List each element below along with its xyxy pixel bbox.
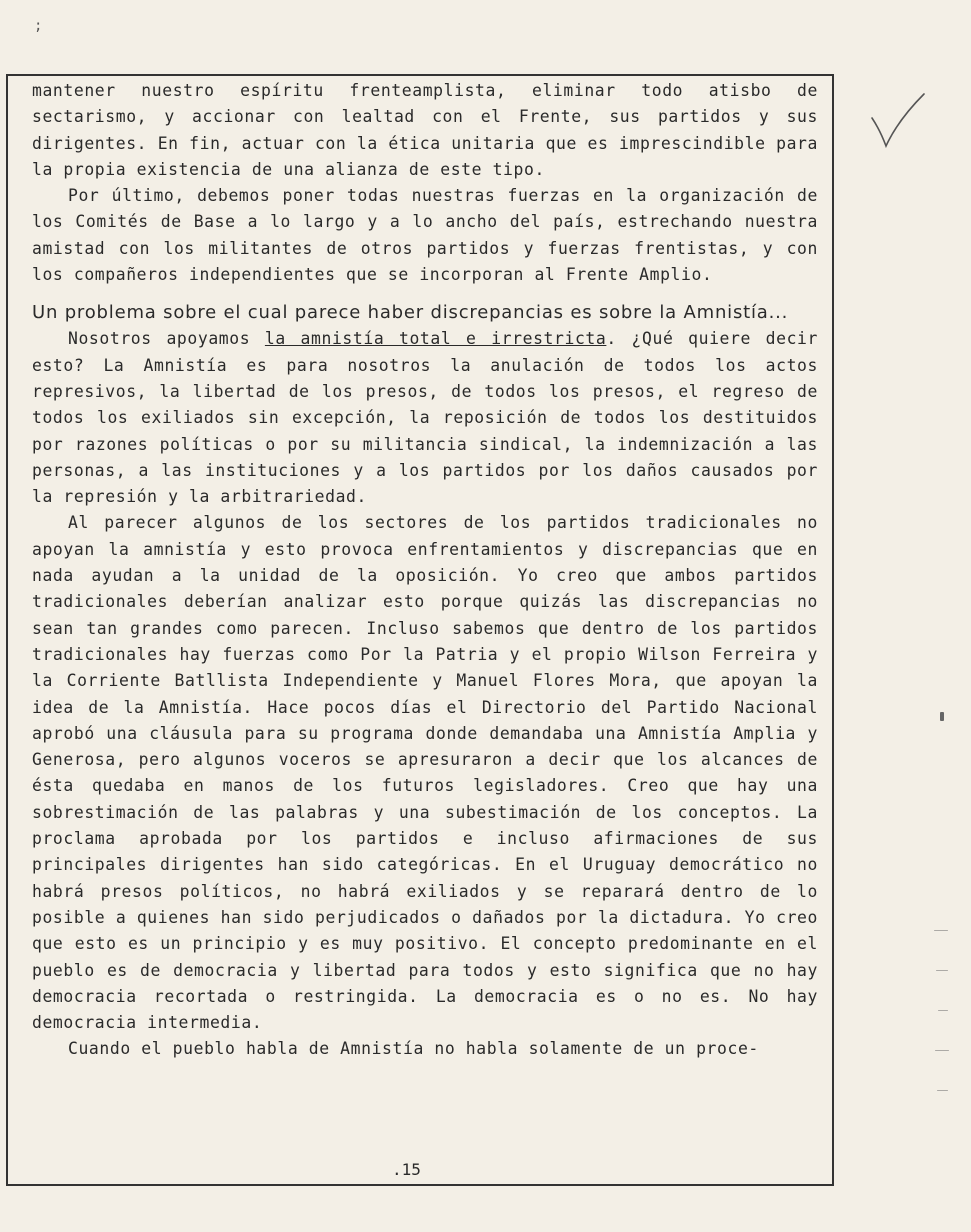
document-body <box>32 78 818 1063</box>
ink-speck <box>936 970 948 971</box>
paragraph-2: Por último, debemos poner todas nuestras fuerzas en la organización de los Comités de Base a lo largo y a lo ancho del país, estrechando nuestra amistad con los militantes de otros partidos y fuerzas frentistas, y con los compañeros independientes que se incorporan al Frente Amplio. <box>32 186 818 285</box>
paragraph-1: mantener nuestro espíritu frenteamplista, eliminar todo atisbo de sectarismo, y accionar con lealtad con el Frente, sus partidos y sus dirigentes. En fin, actuar con la ética unitaria que es imprescindible para la propia existencia de una alianza de este tipo. <box>32 81 818 179</box>
page-number: .15 <box>392 1160 421 1179</box>
paragraph-5: Cuando el pueblo habla de Amnistía no habla solamente de un proce- <box>68 1039 759 1059</box>
corner-mark: ; <box>34 18 43 34</box>
paragraph-4: Al parecer algunos de los sectores de los partidos tradicionales no apoyan la amnistía y esto provoca enfrentamientos y discrepancias que en nada ayudan a la unidad de la oposición. Yo creo que ambos partidos tradicionales deberían analizar esto porque quizás las discrepancias no sean tan grandes como parecen. Incluso sabemos que dentro de los partidos tradicionales hay fuerzas como Por la Patria y el propio Wilson Ferreira y la Corriente Batllista Independiente y Manuel Flores Mora, que apoyan la idea de la Amnistía. Hace pocos días el Directorio del Partido Nacional aprobó una cláusula para su programa donde demandaba una Amnistía Amplia y Generosa, pero algunos voceros se apresuraron a decir que los alcances de ésta quedaba en manos de los futuros legisladores. Creo que hay una sobrestimación de las palabras y una subestimación de los conceptos. La proclama aprobada por los partidos e incluso afirmaciones de sus principales dirigentes han sido categóricas. En el Uruguay democrático no habrá presos políticos, no habrá exiliados y se reparará dentro de lo posible a quienes han sido perjudicados o dañados por la dictadura. Yo creo que esto es un principio y es muy positivo. El concepto predominante en el pueblo es de democracia y libertad para todos y esto significa que no hay democracia recortada o restringida. La democracia es o no es. No hay democracia intermedia. <box>32 513 818 1033</box>
paragraph-3-rest: . ¿Qué quiere decir esto? La Amnistía es para nosotros la anulación de todos los actos represivos, la libertad de los presos, de todos los presos, el regreso de todos los exiliados sin excepción, la reposición de todos los destituidos por razones políticas o por su militancia sindical, la indemnización a las personas, a las instituciones y a los partidos por los daños causados por la represión y la arbitrariedad. <box>32 329 818 507</box>
ink-speck <box>935 1050 949 1051</box>
handwritten-checkmark-icon <box>868 90 928 160</box>
ink-speck <box>937 1090 948 1091</box>
underlined-phrase: la amnistía total e irrestricta <box>264 329 607 349</box>
paragraph-3-lead: Nosotros apoyamos <box>68 329 265 349</box>
ink-speck <box>940 712 944 721</box>
section-heading: Un problema sobre el cual parece haber discrepancias es sobre la Amnistía... <box>32 302 789 324</box>
ink-speck <box>938 1010 948 1011</box>
ink-speck <box>934 930 948 931</box>
paragraph-3 <box>32 326 818 510</box>
